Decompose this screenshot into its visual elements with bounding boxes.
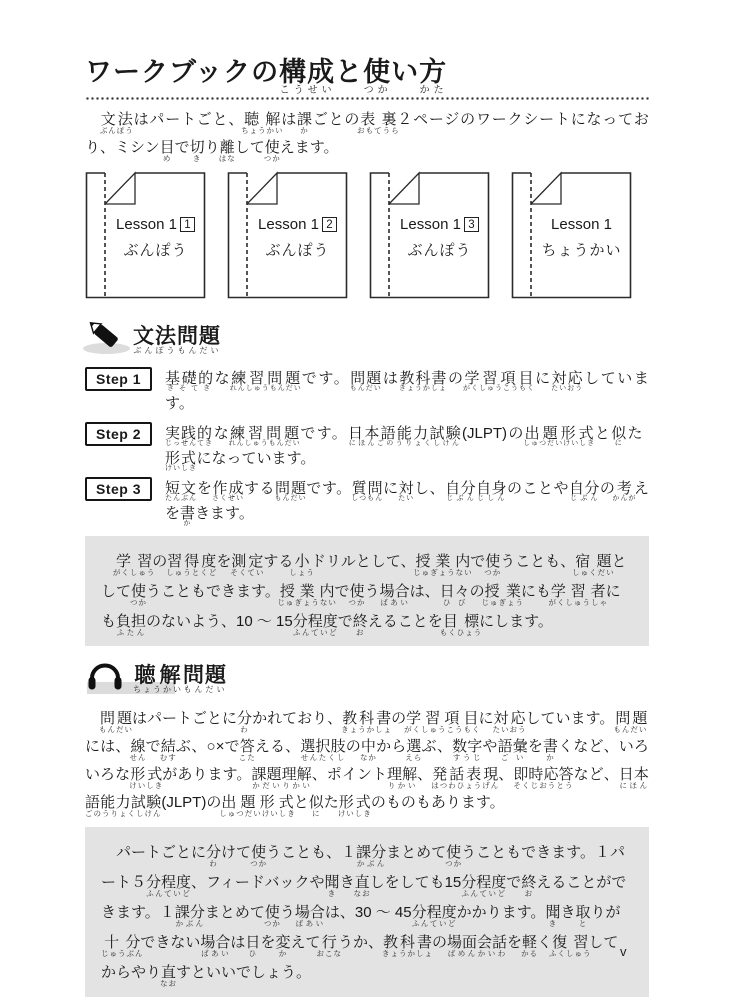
step-label: Step 3 [85,477,152,501]
grammar-note-box: 学習がくしゅうの習得度しゅうとくどを測定そくていする小しょうドリルとして、授業内じゅぎょうないで使つかうことも、宿題しゅくだいとして使つかうこともできます。授業内じゅぎょうないで使つかう場合ばあいは、日々ひびの授業じゅぎょうにも学習者がくしゅうしゃにも負担ふたんのないよう、10 ～ 15分程度ふんていどで終おえることを目標もくひょうにします。 [85,536,649,646]
headphones-icon [85,660,125,694]
card-title: Lesson 1 [116,216,177,233]
grammar-section-title: 文法ぶんぽう問題もんだい [133,325,221,355]
card-number-box: 1 [180,217,195,232]
step-row [85,476,649,526]
listening-section-title: 聴解ちょうかい問題もんだい [133,664,227,694]
listening-icon-wrap [85,660,125,696]
card-subtitle: ぶんぽう [407,242,472,259]
card-subtitle: ちょうかい [541,242,622,259]
step-text: 短文たんぶんを作成さくせいする問題もんだいです。質問しつもんに対たいし、自分自身じぶんじしんのことや自分じぶんの考かんがえを書かきます。 [165,480,649,527]
page-title: ワークブックの構成こうせいと使つかい方かた [85,57,448,96]
title-block [85,52,649,100]
step-text: 実践的じっせんてきな練習問題れんしゅうもんだいです。日本語能力試験にほんごのうりょくしけん(JLPT)の出題形式しゅつだいけいしきと似にた形式けいしきになっています。 [165,425,643,472]
card-number-box: 3 [464,217,479,232]
listening-paragraph: 問題もんだいはパートごとに分わかれており、教科書きょうかしょの学習項目がくしゅうこうもくに対応たいおうしています。問題もんだいには、線せんで結むすぶ、○×で答こたえる、選択肢せんたくしの中なかから選えらぶ、数字すうじや語彙ごいを書かくなど、いろいろな形式けいしきがあります。課題理解かだいりかい、ポイント理解りかい、発話表現はつわひょうげん、即時応答そくじおうとうなど、日本語能力試験にほんごのうりょくしけん(JLPT)の出題形式しゅつだいけいしきと似にた形式けいしきのものもあります。 [85,710,649,818]
grammar-section [85,321,649,646]
worksheet-card [227,168,348,299]
steps-list [85,366,649,526]
step-row [85,366,649,416]
step-label: Step 1 [85,367,152,391]
page-number: v [620,944,627,959]
worksheet-card [369,168,490,299]
listening-section [85,660,649,997]
grammar-icon-wrap [85,321,125,357]
listening-note-box: パートごとに分わけて使つかうことも、１課分かぶんまとめて使つかうこともできます。１パート５分程度ふんていど、フィードバックや聞きき直なおしをしても15分程度ふんていどで終おえることができます。１課分かぶんまとめて使つかう場合ばあいは、30 ～ 45分程度ふんていどかかります。聞きき取とりが十分じゅうぶんできない場合ばあいは日ひを変かえて行おこなうか、教科書きょうかしょの場面会話ばめんかいわを軽かるく復習ふくしゅうしてからやり直なおすといいでしょう。 [85,827,649,997]
step-row [85,421,649,471]
card-subtitle: ぶんぽう [265,242,330,259]
worksheet-card [85,168,206,299]
pencil-icon [85,321,125,355]
card-subtitle: ぶんぽう [123,242,188,259]
card-title: Lesson 1 [400,216,461,233]
step-text: 基礎的きそてきな練習問題れんしゅうもんだいです。問題もんだいは教科書きょうかしょの学習項目がくしゅうこうもくに対応たいおうしています。 [165,370,649,412]
card-title: Lesson 1 [551,216,612,233]
card-number-box: 2 [322,217,337,232]
intro-paragraph: 文法ぶんぽうはパートごと、聴解ちょうかいは課かごとの表裏おもてうら２ページのワークシートになっており、ミシン目めで切きり離はなして使つかえます。 [85,111,649,163]
worksheet-card [511,168,632,299]
grammar-section-header [85,321,649,361]
title-underline [85,97,649,100]
worksheet-cards-row [85,168,649,299]
card-title: Lesson 1 [258,216,319,233]
listening-section-header [85,660,649,700]
step-label: Step 2 [85,422,152,446]
